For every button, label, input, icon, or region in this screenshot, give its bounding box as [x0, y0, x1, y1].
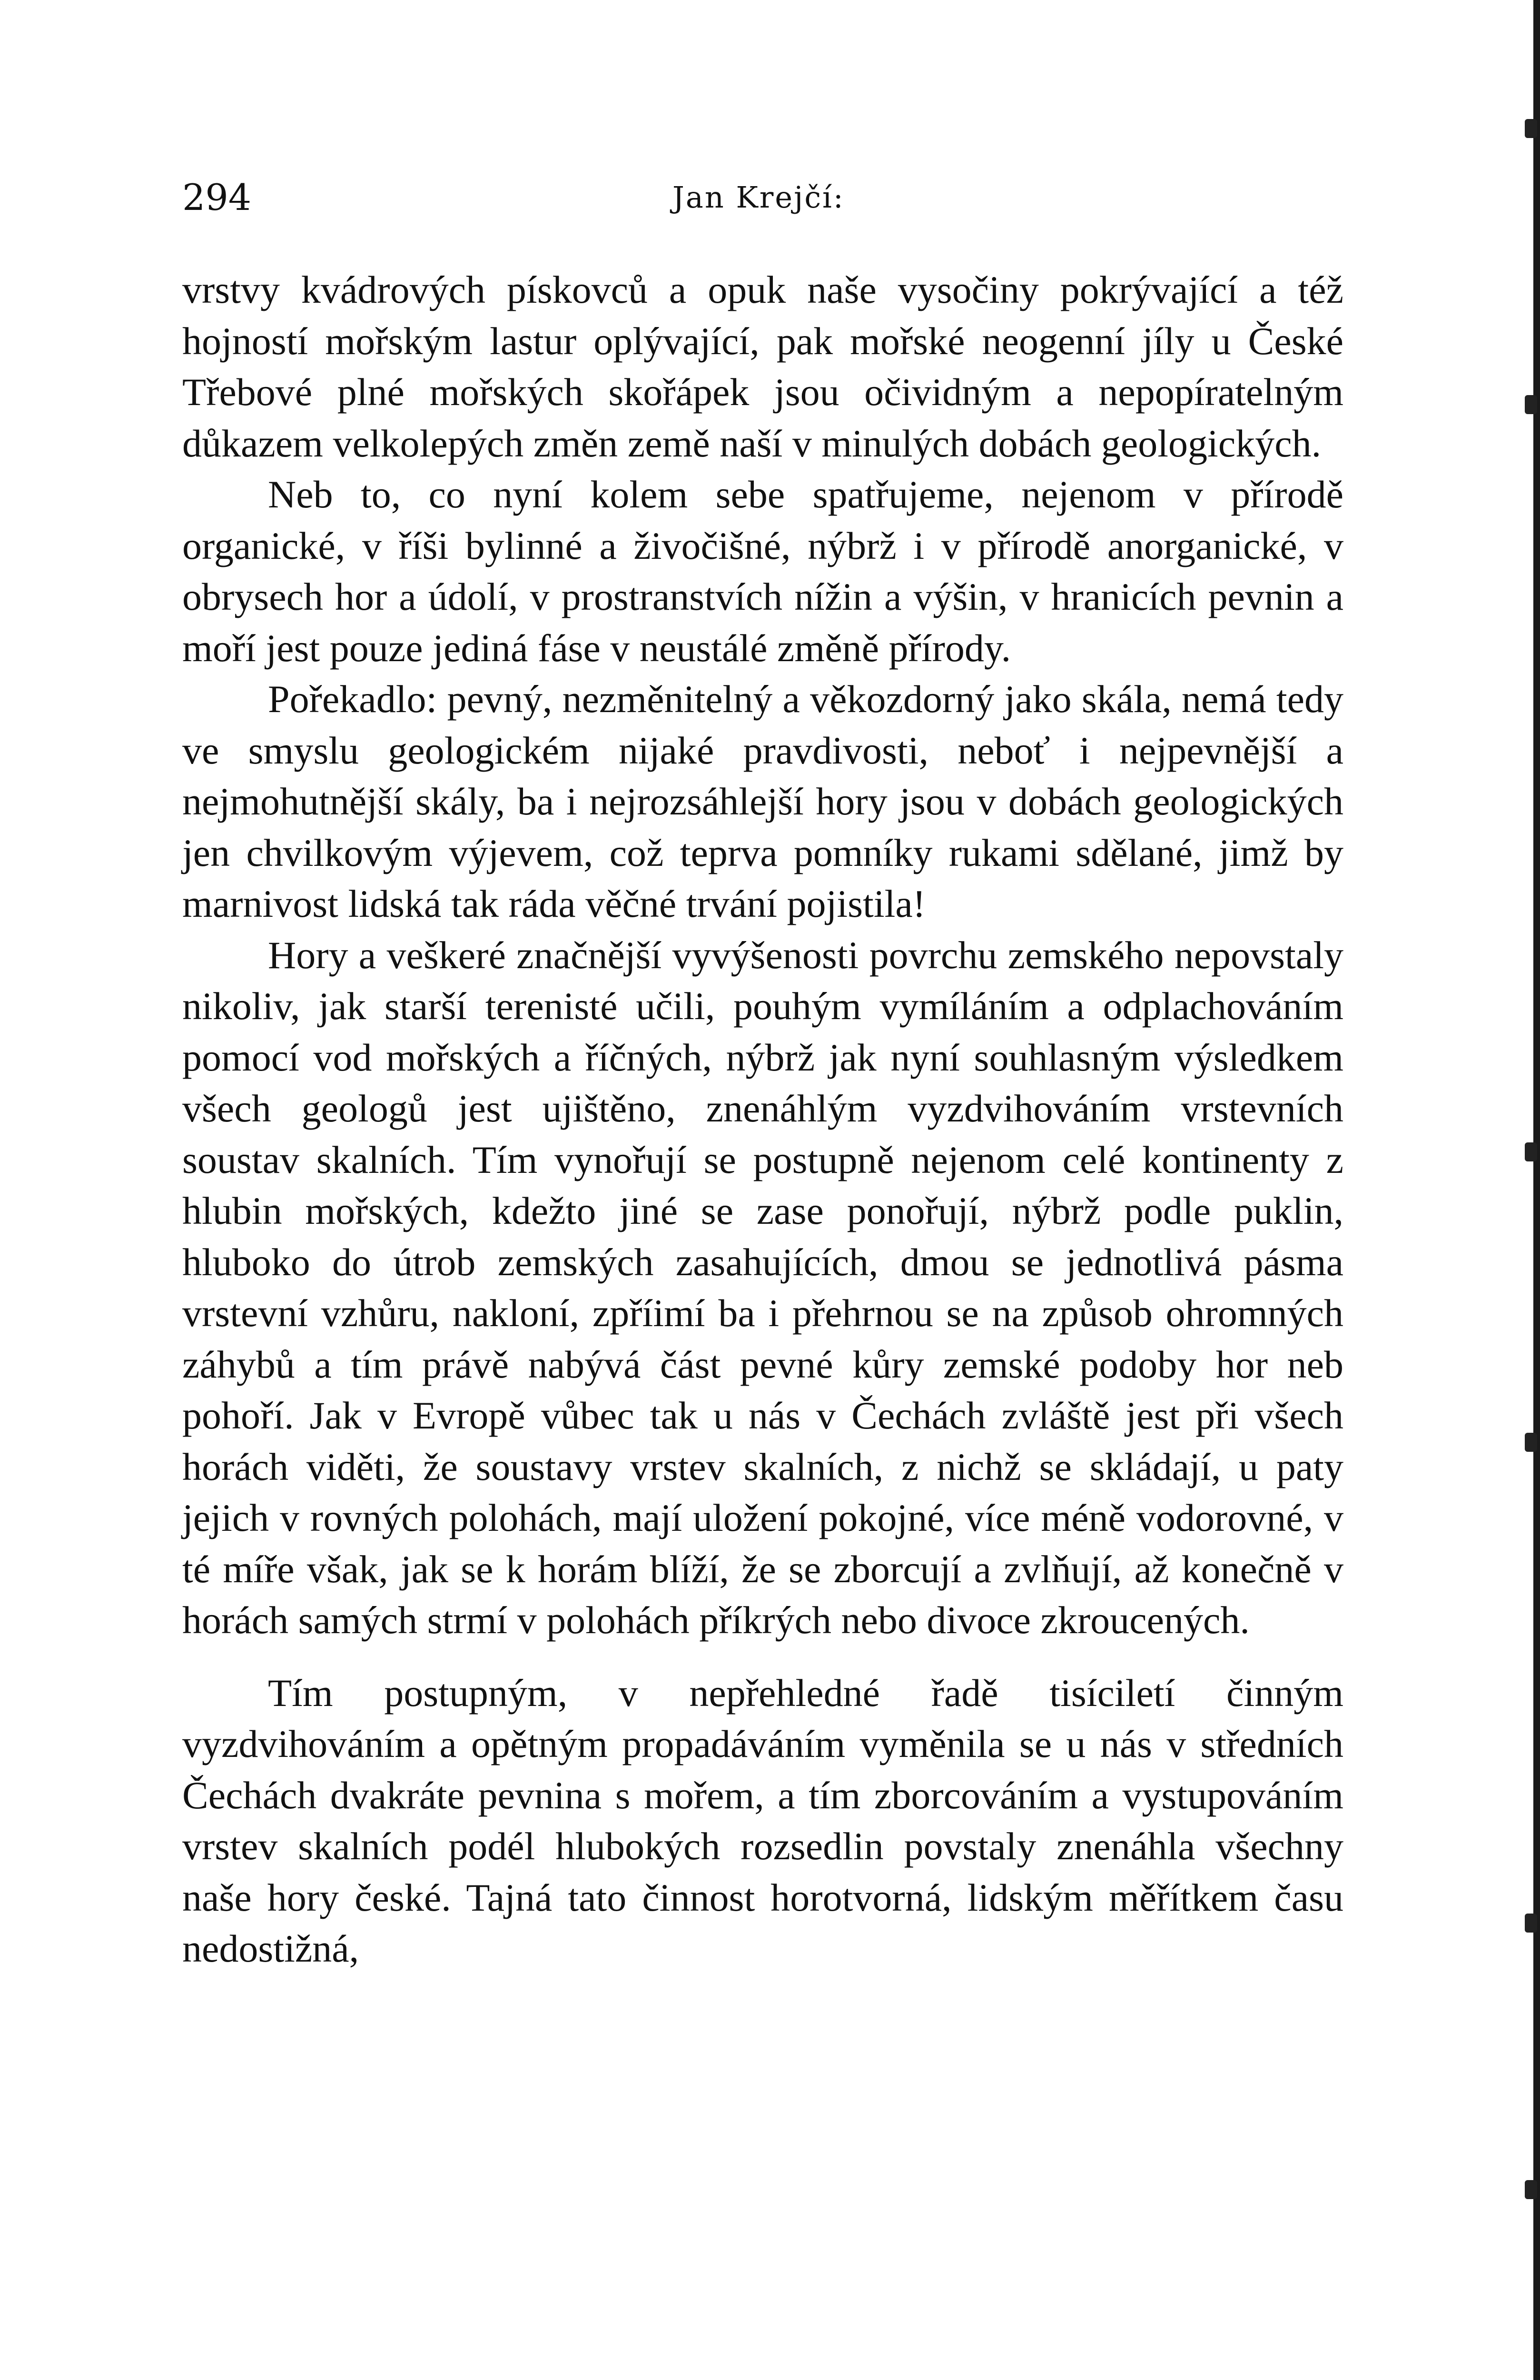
paragraph: Pořekadlo: pevný, nezměnitelný a věkozdorný jako skála, nemá tedy ve smyslu geologickém nijaké pravdivosti, neboť i nejpevnější a nejmohutnější skály, ba i nejrozsáhlejší hory jsou v dobách geologických jen chvilkovým výjevem, což teprva pomníky rukami sdělané, jimž by marnivost lidská tak ráda věčné trvání pojistila! — [182, 677, 1343, 925]
edge-mark — [1525, 1142, 1537, 1161]
paragraph: Hory a veškeré značnější vyvýšenosti povrchu zemského nepovstaly nikoliv, jak starší terenisté učili, pouhým vymíláním a odplachováním pomocí vod mořských a říčných, nýbrž jak nyní souhlasným výsledkem všech geologů jest ujištěno, znenáhlým vyzdvihováním vrstevních soustav skalních. Tím vynořují se postupně nejenom celé kontinenty z hlubin mořských, kdežto jiné se zase ponořují, nýbrž podle puklin, hluboko do útrob zemských zasahujících, dmou se jednotlivá pásma vrstevní vzhůru, nakloní, zpříimí ba i přehrnou se na způsob ohromných záhybů a tím právě nabývá část pevné kůry zemské podoby hor neb pohoří. Jak v Evropě vůbec tak u nás v Čechách zvláště jest při všech horách viděti, že soustavy vrstev skalních, z nichž se skládají, u paty jejich v rovných polohách, mají uložení pokojné, více méně vodorovné, v té míře však, jak se k horám blíží, že se zborcují a zvlňují, až konečně v horách samých strmí v polohách příkrých nebo divoce zkroucených. — [182, 933, 1343, 1642]
page-header — [182, 169, 1343, 226]
paragraph: Tím postupným, v nepřehledné řadě tisíciletí činným vyzdvihováním a opětným propadáváním vyměnila se u nás v středních Čechách dvakráte pevnina s mořem, a tím zborcováním a vystupováním vrstev skalních podél hlubokých rozsedlin povstaly znenáhla všechny naše hory české. Tajná tato činnost horotvorná, lidským měřítkem času nedostižná, — [182, 1671, 1343, 1970]
edge-mark — [1525, 1433, 1537, 1452]
body-text — [182, 264, 1343, 1974]
edge-mark — [1525, 395, 1537, 414]
paragraph: vrstvy kvádrových pískovců a opuk naše vysočiny pokrývající a též hojností mořským lastur oplývající, pak mořské neogenní jíly u České Třebové plné mořských skořápek jsou očividným a nepopíratelným důkazem velkolepých změn země naší v minulých dobách geologických. — [182, 268, 1343, 465]
binding-edge — [1533, 0, 1540, 2380]
edge-mark — [1525, 2180, 1537, 2199]
paragraph: Neb to, co nyní kolem sebe spatřujeme, nejenom v přírodě organické, v říši bylinné a živočišné, nýbrž i v přírodě anorganické, v obrysech hor a údolí, v prostranstvích nížin a výšin, v hranicích pevnin a moří jest pouze jediná fáse v neustálé změně přírody. — [182, 473, 1343, 670]
page-number: 294 — [182, 176, 252, 218]
running-head: Jan Krejčí: — [672, 180, 845, 215]
edge-mark — [1525, 1914, 1537, 1933]
edge-mark — [1525, 119, 1537, 138]
